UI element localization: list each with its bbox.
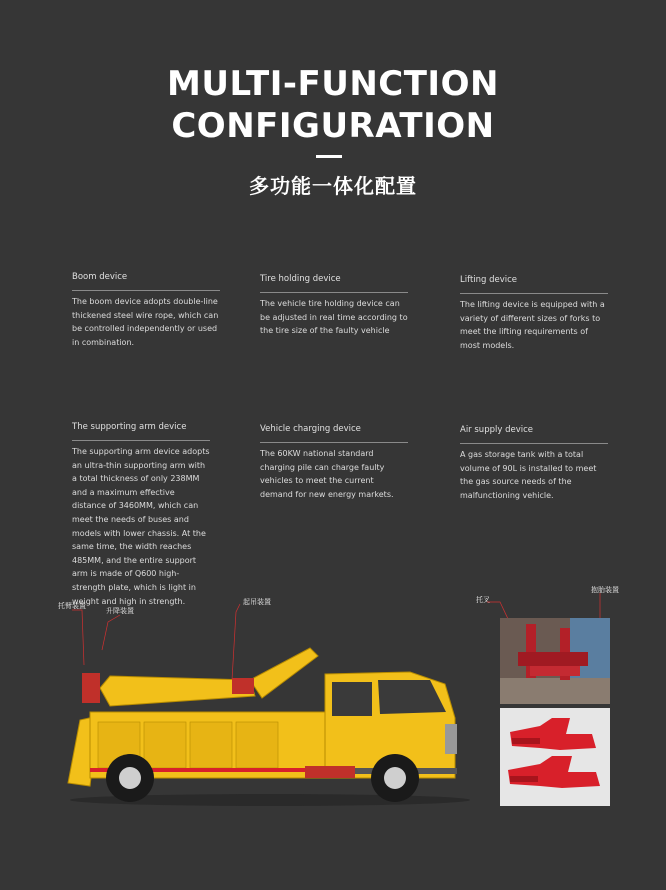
feature-desc: A gas storage tank with a total volume of 90L is installed to meet the gas source needs of the malfunctioning vehicle.	[460, 450, 597, 500]
feature-desc: The supporting arm device adopts an ultra-thin supporting arm with a total thickness of only 238MM and a maximum effective distance of 3460MM, which can meet the needs of buses and models with lower chassis. At the same time, the width reaches 485MM, and the entire support arm is made of Q600 high-strength plate, which is light in weight and high in strength.	[72, 447, 210, 606]
feature-desc: The vehicle tire holding device can be adjusted in real time according to the tire size of the faulty vehicle	[260, 299, 408, 336]
feature-title: Vehicle charging device	[260, 424, 408, 443]
tire-holding-photo	[500, 708, 610, 806]
feature-desc: The lifting device is equipped with a variety of different sizes of forks to meet the lifting requirements of most models.	[460, 300, 605, 350]
feature-desc: The 60KW national standard charging pile can charge faulty vehicles to meet the current demand for new energy markets.	[260, 449, 394, 499]
callout-boom: 起吊装置	[243, 598, 271, 606]
tow-truck-image	[50, 628, 470, 814]
page-subtitle: 多功能一体化配置	[249, 174, 417, 198]
feature-title: Boom device	[72, 272, 220, 291]
feature-title: Tire holding device	[260, 274, 408, 293]
feature-title: The supporting arm device	[72, 422, 210, 441]
feature-title: Air supply device	[460, 425, 608, 444]
feature-title: Lifting device	[460, 275, 608, 294]
page-title-line2: CONFIGURATION	[171, 106, 495, 146]
page-title-line1: MULTI-FUNCTION	[167, 64, 499, 104]
callout-tire: 抱胎装置	[591, 586, 619, 594]
callout-lifting: 升降装置	[106, 607, 134, 615]
fork-photo	[500, 618, 610, 704]
feature-desc: The boom device adopts double-line thickened steel wire rope, which can be controlled independently or used in combination.	[72, 297, 219, 347]
callout-support-arm: 托臂装置	[58, 602, 86, 610]
callout-fork: 托叉	[476, 596, 490, 604]
